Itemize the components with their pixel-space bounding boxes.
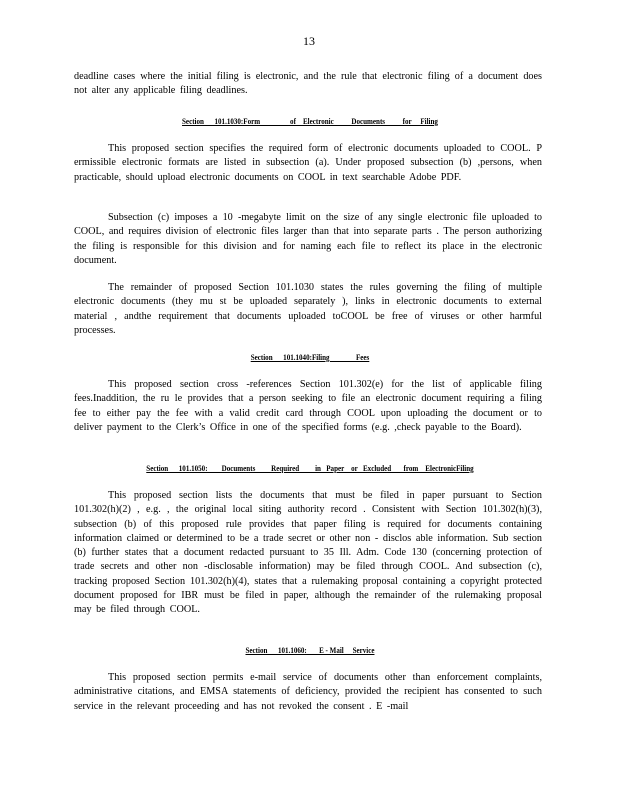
paragraph-1040: This proposed section cross -references Section 101.302(e) for the list of applicable filing fees.Inaddition, the ru le provides that a person seeking to file an electronic document requiring a filing fee to either pay the fee with a valid credit card through COOL upon uploading the document or to deliver payment to the Clerk’s Office in one of the specified forms (e.g. ,check payable to the Board).	[74, 379, 542, 433]
paragraph-1060: This proposed section permits e-mail service of documents other than enforcement complaints, administrative citations, and EMSA statements of deficiency, provided the recipient has consented to such service in the relevant proceeding and has not revoked the consent . E -mail	[74, 672, 542, 712]
paragraph-1030-remainder: The remainder of proposed Section 101.1030 states the rules governing the filing of multiple electronic documents (they mu st be uploaded separately ), links in electronic documents to external material , andthe requirement that documents uploaded toCOOL be free of viruses or other harmful processes.	[74, 282, 542, 336]
section-heading-text: Section 101.1060: E - Mail Service	[245, 645, 375, 655]
section-heading-1050	[105, 463, 515, 474]
paragraph-1050: This proposed section lists the documents that must be filed in paper pursuant to Section 101.302(h)(2) , e.g. , the original local siting authority record . Consistent with Section 101.302(h)(3), subsection (b) of this proposed rule provides that paper filing is required for documents containing information claimed or determined to be a trade secret or other non - disclos able information. Sub section (b) further states that a document redacted pursuant to 35 Ill. Adm. Code 130 (concerning protection of trade secrets and other non -disclosable information) may be filed through COOL. And subsection (c), tracking proposed Section 101.302(h)(4), states that a rulemaking proposal containing a copyright protected document proposed for IBR must be filed in paper, although the remainder of the rulemaking proposal may be filed through COOL.	[74, 490, 542, 616]
paragraph-1030-intro: This proposed section specifies the required form of electronic documents uploaded to COOL. P ermissible electronic formats are listed in subsection (a). Under proposed subsection (b) ,persons, when practicable, should upload electronic documents on COOL in text searchable Adobe PDF.	[74, 143, 542, 183]
paragraph-continued: deadline cases where the initial filing is electronic, and the rule that electronic filing of a document does not alter any applicable filing deadlines.	[74, 71, 542, 97]
section-heading-text: Section 101.1040:Filing Fees	[250, 352, 370, 362]
section-heading-text: Section 101.1050: Documents Required in Paper or Excluded from ElectronicFiling	[146, 463, 474, 473]
paragraph-1030-size-limit: Subsection (c) imposes a 10 -megabyte limit on the size of any single electronic file uploaded to COOL, and requires division of electronic files larger than that into separate parts . The person authorizing the filing is responsible for this division and for naming each file to reflect its place in the electronic document.	[74, 212, 542, 266]
section-heading-1060	[212, 645, 409, 656]
section-heading-1030	[154, 116, 466, 127]
section-heading-text: Section 101.1030:Form of Electronic Documents for Filing	[182, 116, 438, 126]
page-number: 13	[303, 34, 315, 48]
section-heading-1040	[212, 352, 409, 363]
